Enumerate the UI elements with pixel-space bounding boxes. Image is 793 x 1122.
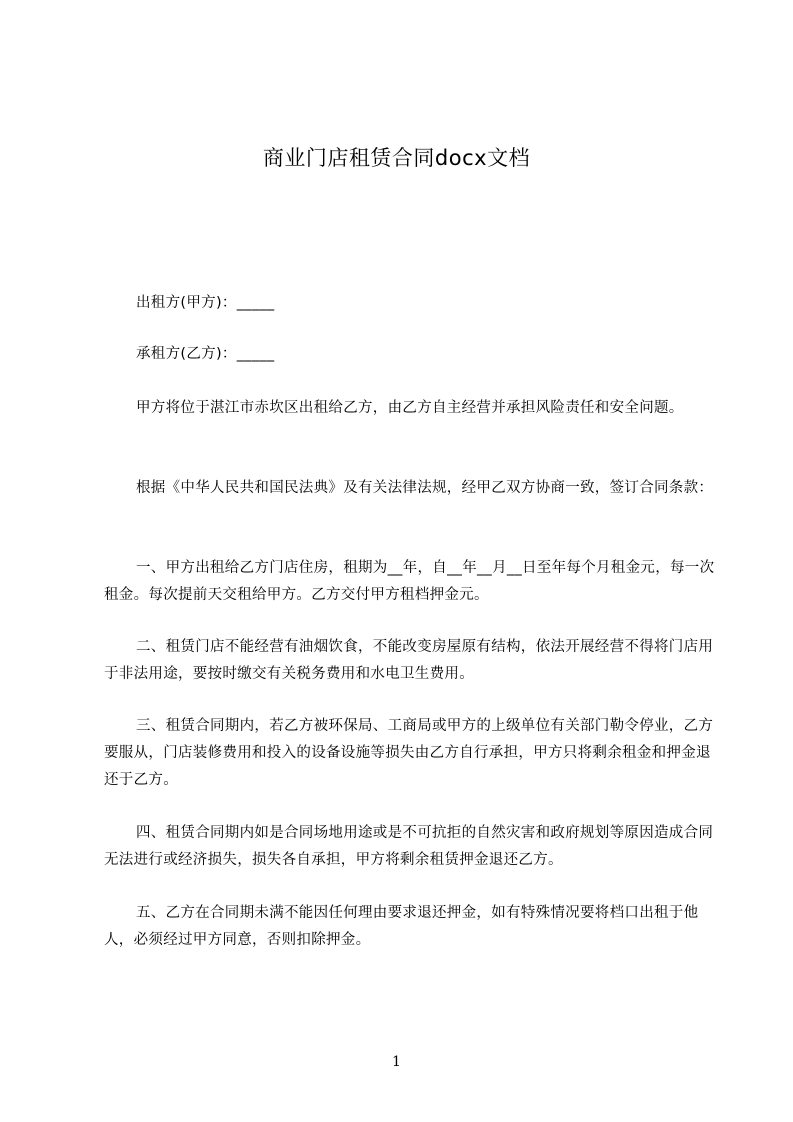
paragraph-intro: 甲方将位于湛江市赤坎区出租给乙方，由乙方自主经营并承担风险责任和安全问题。 [136,400,684,416]
paragraph-clause-5: 五、乙方在合同期未满不能因任何理由要求退还押金，如有特殊情况要将档口出租于他人，必须经过甲方同意，否则扣除押金。 [104,905,699,948]
page-number: 1 [392,1054,401,1070]
paragraph-clause-3: 三、租赁合同期内，若乙方被环保局、工商局或甲方的上级单位有关部门勒令停业，乙方要服从，门店装修费用和投入的设备设施等损失由乙方自行承担，甲方只将剩余租金和押金退还于乙方。 [104,718,714,788]
paragraph-clause-1: 一、甲方出租给乙方门店住房，租期为__年，自__年__月__日至年每个月租金元，每一次租金。每次提前天交租给甲方。乙方交付甲方租档押金元。 [104,560,715,603]
paragraph-clause-4: 四、租赁合同期内如是合同场地用途或是不可抗拒的自然灾害和政府规划等原因造成合同无法进行或经济损失，损失各自承担，甲方将剩余租赁押金退还乙方。 [104,825,714,868]
paragraph-clause-2: 二、租赁门店不能经营有油烟饮食，不能改变房屋原有结构，依法开展经营不得将门店用于非法用途，要按时缴交有关税务费用和水电卫生费用。 [104,639,714,682]
paragraph-basis: 根据《中华人民共和国民法典》及有关法律法规，经甲乙双方协商一致，签订合同条款： [136,480,714,496]
paragraph-lessee: 承租方(乙方)：_____ [136,346,275,362]
document-title: 商业门店租赁合同docx文档 [262,146,531,170]
paragraph-lessor: 出租方(甲方)：_____ [136,295,275,311]
